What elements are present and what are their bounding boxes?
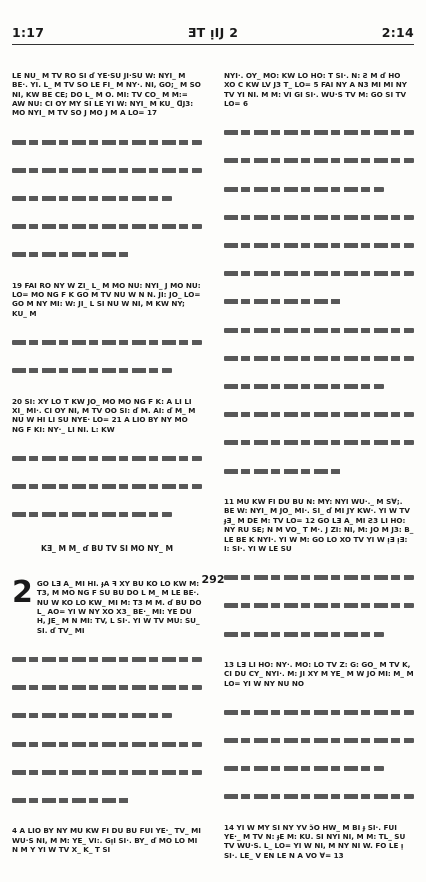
text-line [12, 484, 202, 489]
paragraph: NYI·. OY_ MO: KW LO HO: T SI·. N: Ƨ M ɗ HO XO C KW LV J3 T_ LO= 5 FAI NY A N3 MI MI NY TV YI NI. M M: VI GI SI·. WU·S TV M: GO SI TV LO= 6 [224, 70, 410, 109]
page-header [12, 22, 414, 42]
text-line [224, 271, 414, 276]
text-line [224, 158, 414, 163]
header-chapter-verse-right: 2:14 [381, 24, 414, 40]
text-line [224, 440, 414, 445]
text-line [224, 412, 414, 417]
text-line [224, 243, 414, 248]
text-line [12, 368, 172, 373]
text-line [224, 215, 414, 220]
text-line [224, 632, 384, 637]
page-number: 292 [201, 573, 225, 586]
text-line [12, 742, 202, 747]
text-line [12, 168, 202, 173]
paragraph: 13 LƎ LI HO: NY·. MO: LO TV Z: G: GO_ M TV K, CI DU CY_ NYI·. M: JI XY M YE_ M W JO MI: M_ M LO= YI W NY NU NO [224, 659, 417, 688]
text-line [12, 798, 130, 803]
paragraph: 19 FAI RO NY W ZI_ L_ M MO NU: NYI_ J MO NU: LO= MO NG F K GO M TV NU W N N. JI: JO_ LO= GO M NY MI: W: JI_ L SI NU W NI, M KW NY; KU_ M [12, 280, 204, 318]
paragraph: 11 MU KW FI DU BU N: MY: NYI WU·._ M S∀;. BE W: NYI_ M JO_ MI·. SI_ ɗ MI JY KW·. YI W TV ɟƎ_ M DE M: TV LO= 12 GO LƎ A_ MI Ƨ3 LI HO: NY RU SE; N M VO_ T M·. J ZI: NI, M: JO M J3: B_ LE BE K NYI·. YI W M: GO LO XO TV YI W ᴉƎ ᴉƎ: I: SI·. YI W LE SU [224, 496, 416, 553]
text-line [224, 328, 414, 333]
text-line [224, 794, 414, 799]
header-book-title: ƎT ᴉIJ 2 [187, 24, 239, 40]
text-line [12, 456, 202, 461]
text-line [12, 140, 202, 145]
paragraph: 14 YI W MY SI NY YV ɔ̃O HW_ M BI ɟ SI·. FUI YE·_ M TV N: ɟE M: KU. SI NYI NI, M M: TL_ SU TV WU·S. L_ LO= YI W NI, M NY NI W. FO LE ᴉ SI·. LE_ V EN LE N A VO ∀= 13 [224, 822, 408, 860]
header-chapter-verse-left: 1:17 [12, 24, 45, 40]
text-line [12, 512, 172, 517]
text-line [224, 130, 414, 135]
text-line [12, 340, 202, 345]
text-line [224, 710, 414, 715]
paragraph: 20 SI: XY LO T KW JO_ MO MO NG F K: A LI LI XI_ MI·. CI OY NI, M TV OO SI: ɗ M. AI: ɗ M_ M NU W HI LI SU NYE· LO= 21 A LIO BY NY MO NG F KI: NY·_ LI NI. L: KW [12, 396, 198, 434]
text-line [12, 685, 202, 690]
paragraph: 4 A LIO BY NY MU KW FI DU BU FUI YE·_ TV_ MI WU·S NI, M M: YE_ VI:. GᴉI SI·. BY_ ɗ MO LO MI N M Y YI W TV X_ K_ T SI [12, 826, 204, 855]
text-line [12, 196, 172, 201]
text-line [224, 356, 414, 361]
text-line [224, 469, 342, 474]
text-line [224, 766, 384, 771]
right-text-column [224, 52, 417, 882]
header-divider [12, 44, 414, 45]
text-line [12, 252, 130, 257]
text-line [12, 713, 172, 718]
chapter-start [12, 574, 204, 635]
text-line [12, 770, 202, 775]
chapter-number: 2 [12, 574, 33, 610]
paragraph: LE NU_ M TV RO SI ɗ YE·SU JI·SU W: NYI_ M BE·. YI. L_ M TV SO LE FI_ M NY·. NI, GO;_ M SO NI, KW BE CE; DO L_ M O. MI: TV CO_ M M:= AW NU: CI OY MY SI LE YI W: NYI_ M KU_ ᗡJ3: MO NYI_ M TV SO J MO J M A LO= 17 [12, 70, 204, 118]
section-heading: KƎ_ M M_ ɗ BU TV SI MO NY_ M [40, 543, 174, 553]
text-line [224, 603, 414, 608]
text-line [224, 299, 342, 304]
text-line [224, 738, 414, 743]
text-line [12, 224, 202, 229]
text-line [224, 384, 384, 389]
left-text-column [12, 52, 202, 876]
text-line [12, 657, 202, 662]
text-line [224, 187, 384, 192]
chapter-opening-text: GO LƎ A_ MI HI. ɟA ꟻ XY BU KO LO KW M: T3, M MO NG F SU BU DO L M_ M LE BE·. NU W KO LO KW_ MI M: T3 M M. ɗ BU DO L_ AO= YI W NY XO X3_ BE·_ MI: YE DU H, JE_ M N MI: TV, L SI·. YI W TV MU: SU_ SI. ɗ TV_ MI [36, 578, 204, 635]
